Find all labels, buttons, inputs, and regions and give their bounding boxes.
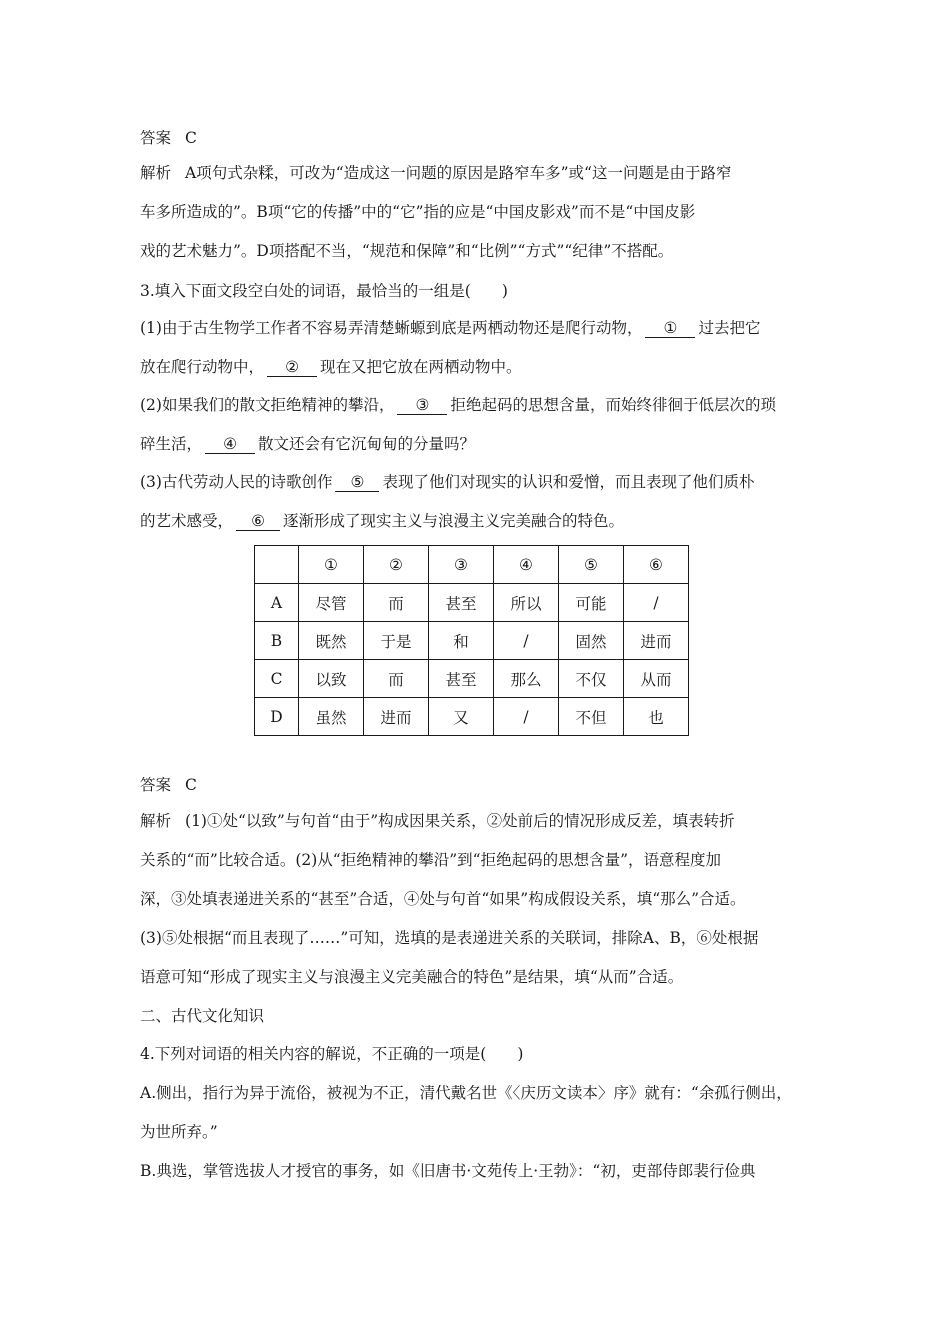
answer-1 [140,127,197,149]
table-row [255,584,689,622]
table-cell: 而 [364,660,429,698]
blank-4: ④ [205,435,255,454]
q3-paragraph-1-line-1: (1)由于古生物学工作者不容易弄清楚蜥螈到底是两栖动物还是爬行动物， ① 过去把它 [140,319,761,337]
q4-option-b-line-1: B.典选，掌管选拔人才授官的事务，如《旧唐书·文苑传上·王勃》：“初，吏部侍郎裴行俭典 [140,1162,756,1180]
table-row [255,622,689,660]
table-cell: 所以 [494,584,559,622]
answer-value: C [185,776,197,794]
blank-2: ② [267,358,317,377]
answer-label: 答案 [140,776,172,794]
q3-paragraph-1-line-2: 放在爬行动物中， ② 现在又把它放在两栖动物中。 [140,358,522,376]
table-cell: 以致 [299,660,364,698]
table-cell: 尽管 [299,584,364,622]
table-cell: 那么 [494,660,559,698]
blank-6: ⑥ [236,512,280,531]
table-cell: / [494,622,559,660]
blank-3: ③ [397,396,447,415]
table-cell: A [255,584,299,622]
options-table [254,545,689,736]
table-cell: ⑥ [624,546,689,584]
table-cell: 甚至 [429,584,494,622]
table-cell: 和 [429,622,494,660]
q4-option-a-line-2: 为世所弃。” [140,1123,218,1141]
table-cell: ② [364,546,429,584]
blank-1: ① [645,319,695,338]
analysis-2-line-1: 解析 (1)①处“以致”与句首“由于”构成因果关系，②处前后的情况形成反差，填表转折 [140,812,735,830]
table-cell: 可能 [559,584,624,622]
analysis-1-line-3: 戏的艺术魅力”。D项搭配不当，“规范和保障”和“比例”“方式”“纪律”不搭配。 [140,242,674,260]
section-title: 二、古代文化知识 [140,1007,265,1025]
blank-5: ⑤ [335,473,379,492]
table-cell: 进而 [364,698,429,736]
table-header-row [255,546,689,584]
table-cell: / [494,698,559,736]
table-cell: 进而 [624,622,689,660]
analysis-label: 解析 [140,812,172,830]
q3-paragraph-3-line-1: (3)古代劳动人民的诗歌创作 ⑤ 表现了他们对现实的认识和爱憎，而且表现了他们质朴 [140,473,755,491]
table-cell [255,546,299,584]
question-4-stem: 4.下列对词语的相关内容的解说，不正确的一项是( ) [140,1045,524,1063]
q3-paragraph-2-line-2: 碎生活， ④ 散文还会有它沉甸甸的分量吗？ [140,435,476,453]
table-cell: ① [299,546,364,584]
table-cell: B [255,622,299,660]
table-cell: 甚至 [429,660,494,698]
table-cell: ⑤ [559,546,624,584]
q4-option-a-line-1: A.侧出，指行为异于流俗，被视为不正，清代戴名世《〈庆历文读本〉序》就有：“余孤行侧出， [140,1084,792,1102]
analysis-1-line-1: 解析 A项句式杂糅，可改为“造成这一问题的原因是路窄车多”或“这一问题是由于路窄 [140,164,732,182]
table-cell: 于是 [364,622,429,660]
table-cell: / [624,584,689,622]
analysis-label: 解析 [140,164,172,182]
table-cell: D [255,698,299,736]
analysis-2-line-5: 语意可知“形成了现实主义与浪漫主义完美融合的特色”是结果，填“从而”合适。 [140,968,684,986]
table-cell: 不但 [559,698,624,736]
table-cell: 不仅 [559,660,624,698]
table-cell: 又 [429,698,494,736]
table-cell: ③ [429,546,494,584]
q3-paragraph-2-line-1: (2)如果我们的散文拒绝精神的攀沿， ③ 拒绝起码的思想含量，而始终徘徊于低层次的琐 [140,396,776,414]
table-cell: C [255,660,299,698]
answer-2 [140,774,197,796]
analysis-1-line-2: 车多所造成的”。B项“它的传播”中的“它”指的应是“中国皮影戏”而不是“中国皮影 [140,203,696,221]
table-row [255,660,689,698]
question-3-stem: 3.填入下面文段空白处的词语，最恰当的一组是( ) [140,282,508,300]
answer-label: 答案 [140,129,172,147]
q3-paragraph-3-line-2: 的艺术感受， ⑥ 逐渐形成了现实主义与浪漫主义完美融合的特色。 [140,512,625,530]
table-cell: 既然 [299,622,364,660]
answer-value: C [185,129,197,147]
table-cell: ④ [494,546,559,584]
table-cell: 从而 [624,660,689,698]
analysis-2-line-2: 关系的“而”比较合适。(2)从“拒绝精神的攀沿”到“拒绝起码的思想含量”，语意程度加 [140,851,722,869]
table-row [255,698,689,736]
table-cell: 虽然 [299,698,364,736]
table-cell: 固然 [559,622,624,660]
analysis-2-line-4: (3)⑤处根据“而且表现了……”可知，选填的是表递进关系的关联词，排除A、B，⑥处根据 [140,929,759,947]
analysis-2-line-3: 深，③处填表递进关系的“甚至”合适，④处与句首“如果”构成假设关系，填“那么”合适。 [140,890,746,908]
table-cell: 也 [624,698,689,736]
table-cell: 而 [364,584,429,622]
